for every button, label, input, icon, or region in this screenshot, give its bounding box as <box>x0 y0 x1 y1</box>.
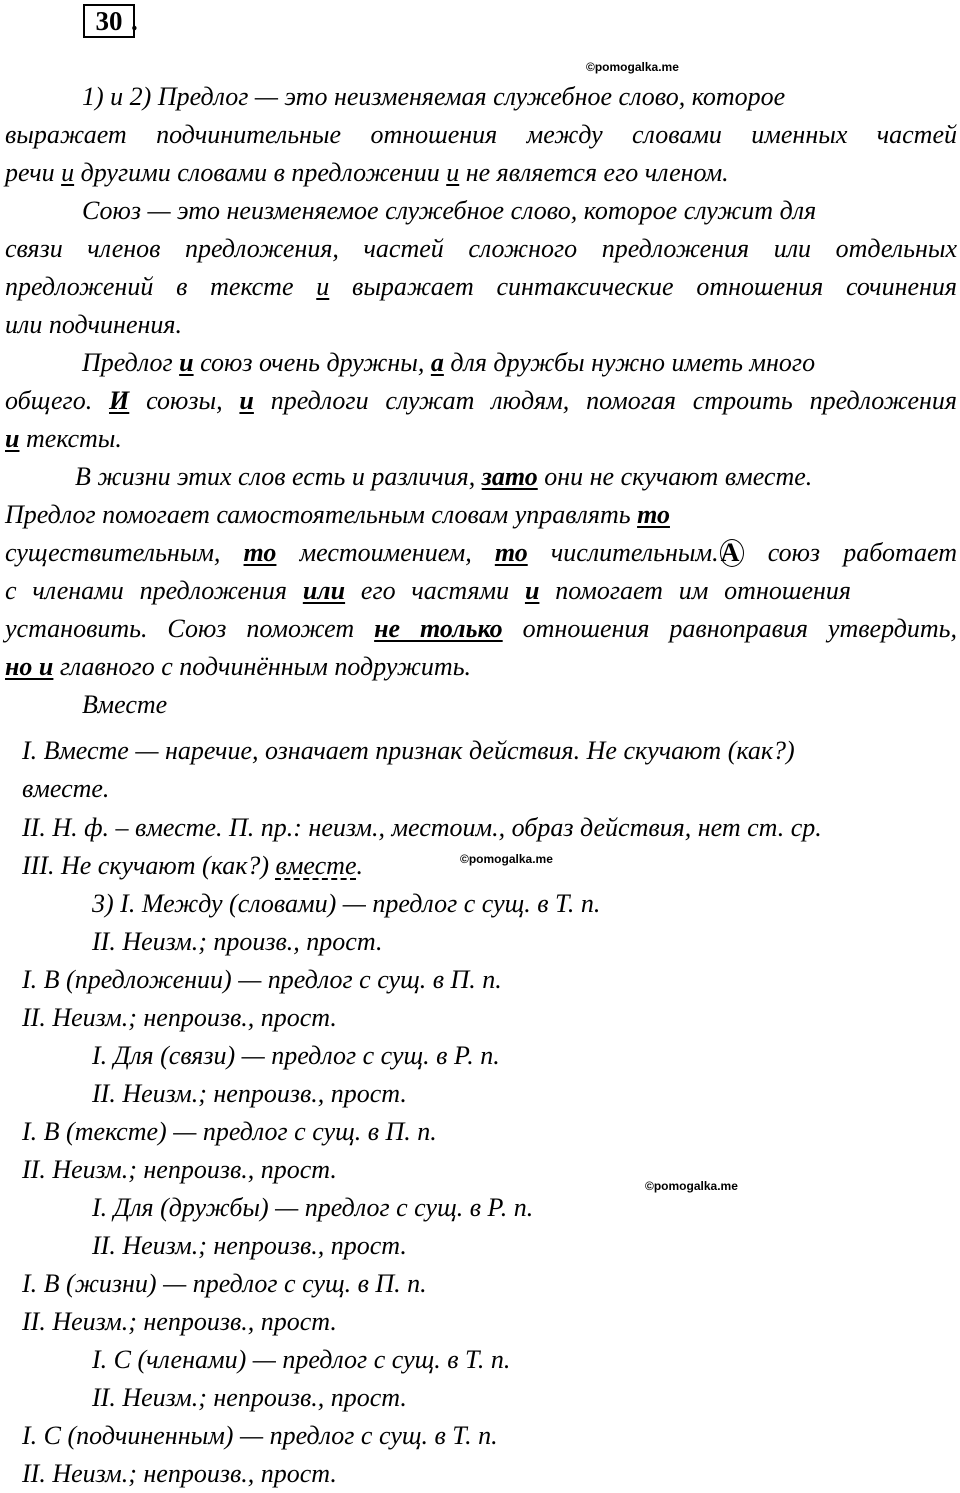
text-line: I. С (членами) — предлог с сущ. в Т. п. <box>92 1345 511 1374</box>
text-line: Предлог помогает самостоятельным словам управлять то <box>5 500 670 529</box>
text-line: I. С (подчиненным) — предлог с сущ. в Т. п. <box>22 1421 498 1450</box>
text-line: II. Н. ф. – вместе. П. пр.: неизм., местоим., образ действия, нет ст. ср. <box>22 813 822 842</box>
text-line: II. Неизм.; непроизв., прост. <box>22 1003 337 1032</box>
watermark: ©pomogalka.me <box>586 60 679 74</box>
text-line: I. Вместе — наречие, означает признак действия. Не скучают (как?) <box>22 736 795 765</box>
text-line: и тексты. <box>5 424 122 453</box>
text-line: речи и другими словами в предложении и не является его членом. <box>5 158 729 187</box>
watermark: ©pomogalka.me <box>645 1179 738 1193</box>
text-line: с членами предложения или его частями и помогает им отношения <box>5 576 851 605</box>
text-line: В жизни этих слов есть и различия, зато они не скучают вместе. <box>75 462 813 491</box>
text-line: но и главного с подчинённым подружить. <box>5 652 472 681</box>
text-line: I. Для (связи) — предлог с сущ. в Р. п. <box>92 1041 500 1070</box>
text-line: I. Для (дружбы) — предлог с сущ. в Р. п. <box>92 1193 534 1222</box>
text-line: связи членов предложения, частей сложного предложения или отдельных <box>5 234 957 263</box>
text-line: 3) I. Между (словами) — предлог с сущ. в Т. п. <box>92 889 601 918</box>
text-line: II. Неизм.; непроизв., прост. <box>92 1079 407 1108</box>
text-line: вместе. <box>22 774 110 803</box>
text-line: II. Неизм.; непроизв., прост. <box>22 1459 337 1488</box>
text-line: II. Неизм.; непроизв., прост. <box>92 1231 407 1260</box>
exercise-number-dot: . <box>131 6 138 36</box>
text-line: I. В (предложении) — предлог с сущ. в П. п. <box>22 965 502 994</box>
text-line: I. В (жизни) — предлог с сущ. в П. п. <box>22 1269 427 1298</box>
text-line: существительным, то местоимением, то числительным.А союз работает <box>5 538 958 567</box>
watermark: ©pomogalka.me <box>460 852 553 866</box>
exercise-number: 30 <box>83 4 135 38</box>
text-line: II. Неизм.; непроизв., прост. <box>22 1307 337 1336</box>
text-line: II. Неизм.; произв., прост. <box>92 927 383 956</box>
text-line: Вместе <box>82 690 168 719</box>
text-line: Союз — это неизменяемое служебное слово, которое служит для <box>82 196 817 225</box>
text-line: II. Неизм.; непроизв., прост. <box>92 1383 407 1412</box>
text-line: 1) и 2) Предлог — это неизменяемая служебное слово, которое <box>82 82 786 111</box>
text-line: или подчинения. <box>5 310 182 339</box>
text-line: III. Не скучают (как?) вместе. <box>22 851 363 880</box>
text-line: I. В (тексте) — предлог с сущ. в П. п. <box>22 1117 437 1146</box>
text-line: общего. И союзы, и предлоги служат людям, помогая строить предложения <box>5 386 957 415</box>
text-line: предложений в тексте и выражает синтаксические отношения сочинения <box>5 272 957 301</box>
text-line: выражает подчинительные отношения между словами именных частей <box>5 120 957 149</box>
circled-letter: А <box>720 539 744 567</box>
text-line: Предлог и союз очень дружны, а для дружбы нужно иметь много <box>82 348 816 377</box>
text-line: II. Неизм.; непроизв., прост. <box>22 1155 337 1184</box>
text-line: установить. Союз поможет не только отношения равноправия утвердить, <box>5 614 957 643</box>
